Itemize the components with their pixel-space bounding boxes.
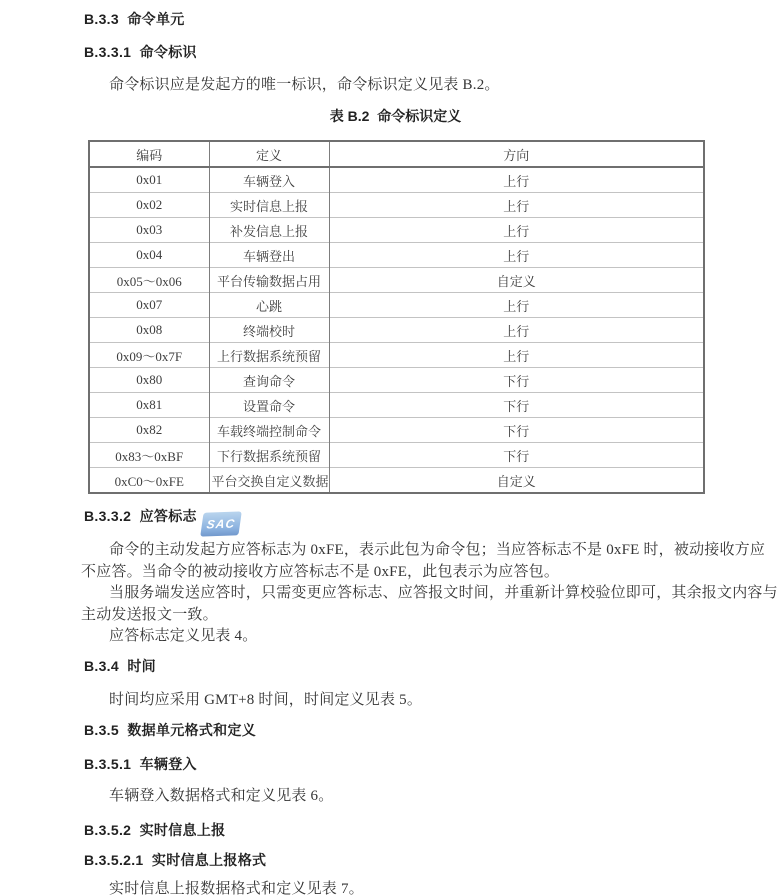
definition-cell: 心跳 xyxy=(209,293,329,318)
command-table-header xyxy=(89,141,704,167)
definition-cell: 车载终端控制命令 xyxy=(209,418,329,443)
paragraph-vehicle-login: 车辆登入数据格式和定义见表 6。 xyxy=(109,788,334,804)
code-cell: 0x02 xyxy=(89,193,209,218)
section-heading-b3331: B.3.3.1 命令标识 xyxy=(84,44,197,60)
definition-cell: 终端校时 xyxy=(209,318,329,343)
section-heading-b333: B.3.3 命令单元 xyxy=(84,11,185,27)
table-header-row xyxy=(89,141,704,167)
table-row xyxy=(89,243,704,268)
direction-cell: 上行 xyxy=(329,343,704,368)
definition-cell: 下行数据系统预留 xyxy=(209,443,329,468)
table-row xyxy=(89,218,704,243)
code-cell: 0x81 xyxy=(89,393,209,418)
table-caption-b2: 表 B.2 命令标识定义 xyxy=(329,108,462,124)
direction-cell: 上行 xyxy=(329,193,704,218)
table-row xyxy=(89,468,704,494)
table-row xyxy=(89,193,704,218)
direction-cell: 自定义 xyxy=(329,268,704,293)
direction-cell: 上行 xyxy=(329,293,704,318)
direction-cell: 上行 xyxy=(329,318,704,343)
code-cell: 0x82 xyxy=(89,418,209,443)
direction-cell: 自定义 xyxy=(329,468,704,494)
direction-cell: 上行 xyxy=(329,243,704,268)
table-row xyxy=(89,443,704,468)
table-row xyxy=(89,268,704,293)
definition-cell: 查询命令 xyxy=(209,368,329,393)
code-cell: 0x09～0x7F xyxy=(89,343,209,368)
definition-cell: 车辆登入 xyxy=(209,167,329,193)
sac-watermark: SAC xyxy=(200,511,242,536)
section-heading-b352: B.3.5.2 实时信息上报 xyxy=(84,822,226,838)
table-row xyxy=(89,393,704,418)
section-heading-b3332: B.3.3.2 应答标志 xyxy=(84,508,197,524)
table-row xyxy=(89,167,704,193)
section-heading-b3521: B.3.5.2.1 实时信息上报格式 xyxy=(84,852,267,868)
direction-cell: 下行 xyxy=(329,393,704,418)
section-heading-b34: B.3.4 时间 xyxy=(84,658,156,674)
paragraph-line: 主动发送报文一致。 xyxy=(81,606,218,623)
definition-cell: 车辆登出 xyxy=(209,243,329,268)
table-row xyxy=(89,318,704,343)
paragraph-line: 当服务端发送应答时，只需变更应答标志、应答报文时间，并重新计算校验位即可，其余报文内容与 xyxy=(109,585,778,602)
paragraph-time: 时间均应采用 GMT+8 时间，时间定义见表 5。 xyxy=(109,692,423,708)
definition-cell: 补发信息上报 xyxy=(209,218,329,243)
table-row xyxy=(89,368,704,393)
direction-cell: 下行 xyxy=(329,368,704,393)
paragraph-command-id-intro: 命令标识应是发起方的唯一标识，命令标识定义见表 B.2。 xyxy=(109,77,500,93)
code-cell: 0x04 xyxy=(89,243,209,268)
definition-cell: 设置命令 xyxy=(209,393,329,418)
paragraph-reply-flag xyxy=(81,540,778,648)
section-heading-b351: B.3.5.1 车辆登入 xyxy=(84,756,197,772)
code-cell: 0x80 xyxy=(89,368,209,393)
code-cell: 0x83～0xBF xyxy=(89,443,209,468)
table-row xyxy=(89,343,704,368)
section-heading-b35: B.3.5 数据单元格式和定义 xyxy=(84,722,257,738)
code-cell: 0x07 xyxy=(89,293,209,318)
code-cell: 0x03 xyxy=(89,218,209,243)
definition-cell: 上行数据系统预留 xyxy=(209,343,329,368)
direction-cell: 下行 xyxy=(329,418,704,443)
column-header-code: 编码 xyxy=(89,141,209,167)
command-table-body xyxy=(89,167,704,493)
definition-cell: 平台交换自定义数据 xyxy=(209,468,329,494)
code-cell: 0xC0～0xFE xyxy=(89,468,209,494)
command-id-table xyxy=(88,140,705,494)
code-cell: 0x05～0x06 xyxy=(89,268,209,293)
column-header-definition: 定义 xyxy=(209,141,329,167)
direction-cell: 上行 xyxy=(329,218,704,243)
definition-cell: 实时信息上报 xyxy=(209,193,329,218)
direction-cell: 上行 xyxy=(329,167,704,193)
direction-cell: 下行 xyxy=(329,443,704,468)
code-cell: 0x01 xyxy=(89,167,209,193)
table-row xyxy=(89,418,704,443)
paragraph-realtime-report: 实时信息上报数据格式和定义见表 7。 xyxy=(109,881,364,896)
definition-cell: 平台传输数据占用 xyxy=(209,268,329,293)
paragraph-line: 应答标志定义见表 4。 xyxy=(109,628,258,645)
paragraph-line: 命令的主动发起方应答标志为 0xFE，表示此包为命令包；当应答标志不是 0xFE 时，被动接收方应 xyxy=(109,542,766,558)
table-row xyxy=(89,293,704,318)
paragraph-line: 不应答。当命令的被动接收方应答标志不是 0xFE，此包表示为应答包。 xyxy=(81,563,560,580)
code-cell: 0x08 xyxy=(89,318,209,343)
column-header-direction: 方向 xyxy=(329,141,704,167)
